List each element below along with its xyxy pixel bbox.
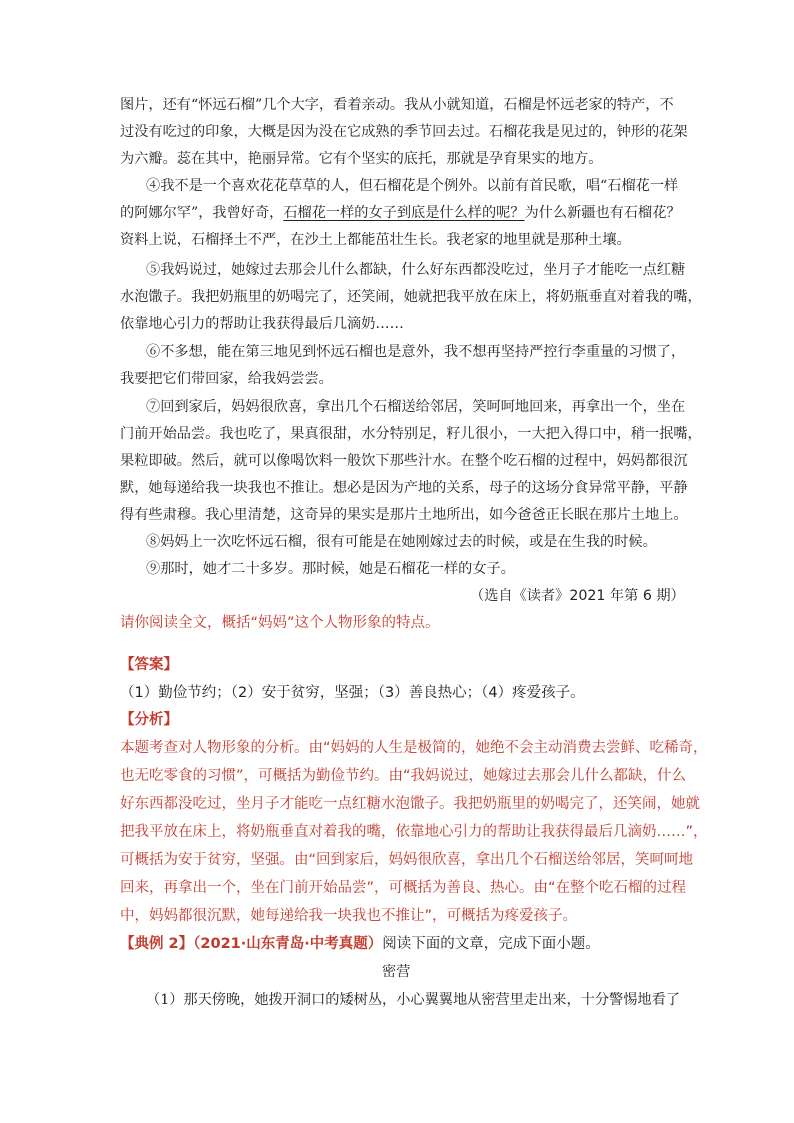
passage-line: 图片，还有“怀远石榴”几个大字，看着亲动。我从小就知道，石榴是怀远老家的特产，不 <box>120 97 674 113</box>
passage-line: ④我不是一个喜欢花花草草的人，但石榴花是个例外。以前有首民歌，唱“石榴花一样 <box>146 178 679 194</box>
analysis-tag: 【分析】 <box>120 712 178 728</box>
passage-line: ⑤我妈说过，她嫁过去那会儿什么都缺，什么好东西都没吃过，坐月子才能吃一点红糖 <box>146 262 686 278</box>
answer-tag: 【答案】 <box>120 657 178 673</box>
passage-line: ⑦回到家后，妈妈很欣喜，拿出几个石榴送给邻居，笑呵呵地回来，再拿出一个，坐在 <box>146 399 686 415</box>
passage-line: 得有些肃穆。我心里清楚，这奇异的果实是那片土地所出，如今爸爸正长眠在那片土地上。 <box>120 507 688 523</box>
passage-line <box>120 203 681 223</box>
passage-line: 资料上说，石榴择土不严，在沙土上都能茁壮生长。我老家的地里就是那种土壤。 <box>120 232 631 248</box>
passage-line: ⑧妈妈上一次吃怀远石榴，很有可能是在她刚嫁过去的时候，或是在生我的时候。 <box>146 534 657 550</box>
example-instruction: 阅读下面的文章，完成下面小题。 <box>382 936 600 952</box>
passage-line: 果粒即破。然后，就可以像喝饮料一般饮下那些汁水。在整个吃石榴的过程中，妈妈都很沉 <box>120 453 688 469</box>
passage-line: 过没有吃过的印象，大概是因为没在它成熟的季节回去过。石榴花我是见过的，钟形的花架 <box>120 124 688 140</box>
passage-line: 依靠地心引力的帮助让我获得最后几滴奶…… <box>120 316 404 332</box>
passage-line: 水泡馓子。我把奶瓶里的奶喝完了，还笑闹，她就把我平放在床上，将奶瓶垂直对着我的嘴， <box>120 289 702 305</box>
passage-line: 默，她每递给我一块我也不推让。想必是因为产地的关系，母子的这场分食异常平静，平静 <box>120 480 688 496</box>
analysis-line: 把我平放在床上，将奶瓶垂直对着我的嘴，依靠地心引力的帮助让我获得最后几滴奶……”， <box>120 824 708 840</box>
passage-line: ⑨那时，她才二十多岁。那时候，她是石榴花一样的女子。 <box>146 561 515 577</box>
analysis-line: 好东西都没吃过，坐月子才能吃一点红糖水泡馓子。我把奶瓶里的奶喝完了，还笑闹，她就 <box>120 796 700 812</box>
example-source: （2021·山东青岛·中考真题） <box>193 936 383 952</box>
passage-text: 为什么新疆也有石榴花？ <box>524 205 681 221</box>
analysis-line: 可概括为安于贫穷，坚强。由“回到家后，妈妈很欣喜，拿出几个石榴送给邻居，笑呵呵地 <box>120 852 694 868</box>
passage-text: 的阿娜尔罕”，我曾好奇， <box>120 205 284 221</box>
analysis-line: 回来，再拿出一个，坐在门前开始品尝”，可概括为善良、热心。由“在整个吃石榴的过程 <box>120 880 687 896</box>
analysis-line: 本题考查对人物形象的分析。由“妈妈的人生是极简的，她绝不会主动消费去尝鲜、吃稀奇， <box>120 740 708 756</box>
analysis-line: 中，妈妈都很沉默，她每递给我一块我也不推让”，可概括为疼爱孩子。 <box>120 908 578 924</box>
analysis-line: 也无吃零食的习惯”，可概括为勤俭节约。由“我妈说过，她嫁过去那会儿什么都缺，什么 <box>120 768 687 784</box>
passage-line: 我要把它们带回家，给我妈尝尝。 <box>120 371 333 387</box>
question-text: 请你阅读全文，概括“妈妈”这个人物形象的特点。 <box>120 615 440 631</box>
article-title: 密营 <box>382 964 411 980</box>
underlined-question: 石榴花一样的女子到底是什么样的呢？ <box>283 205 525 221</box>
passage-line: ⑥不多想，能在第三地见到怀远石榴也是意外，我不想再坚持严控行李重量的习惯了， <box>146 344 686 360</box>
passage-line: 门前开始品尝。我也吃了，果真很甜，水分特别足，籽儿很小，一大把入得口中，稍一抿嘴， <box>120 426 702 442</box>
example-tag: 【典例 2】 <box>120 936 194 952</box>
passage-line: 为六瓣。蕊在其中，艳丽异常。它有个坚实的底托，那就是孕育果实的地方。 <box>120 151 603 167</box>
article-first-line: （1）那天傍晚，她拨开洞口的矮树丛，小心翼翼地从密营里走出来，十分警惕地看了 <box>146 992 680 1008</box>
passage-source: （选自《读者》2021 年第 6 期） <box>470 588 685 604</box>
example-header <box>120 934 600 954</box>
answer-text: （1）勤俭节约；（2）安于贫穷，坚强；（3）善良热心；（4）疼爱孩子。 <box>120 685 585 701</box>
